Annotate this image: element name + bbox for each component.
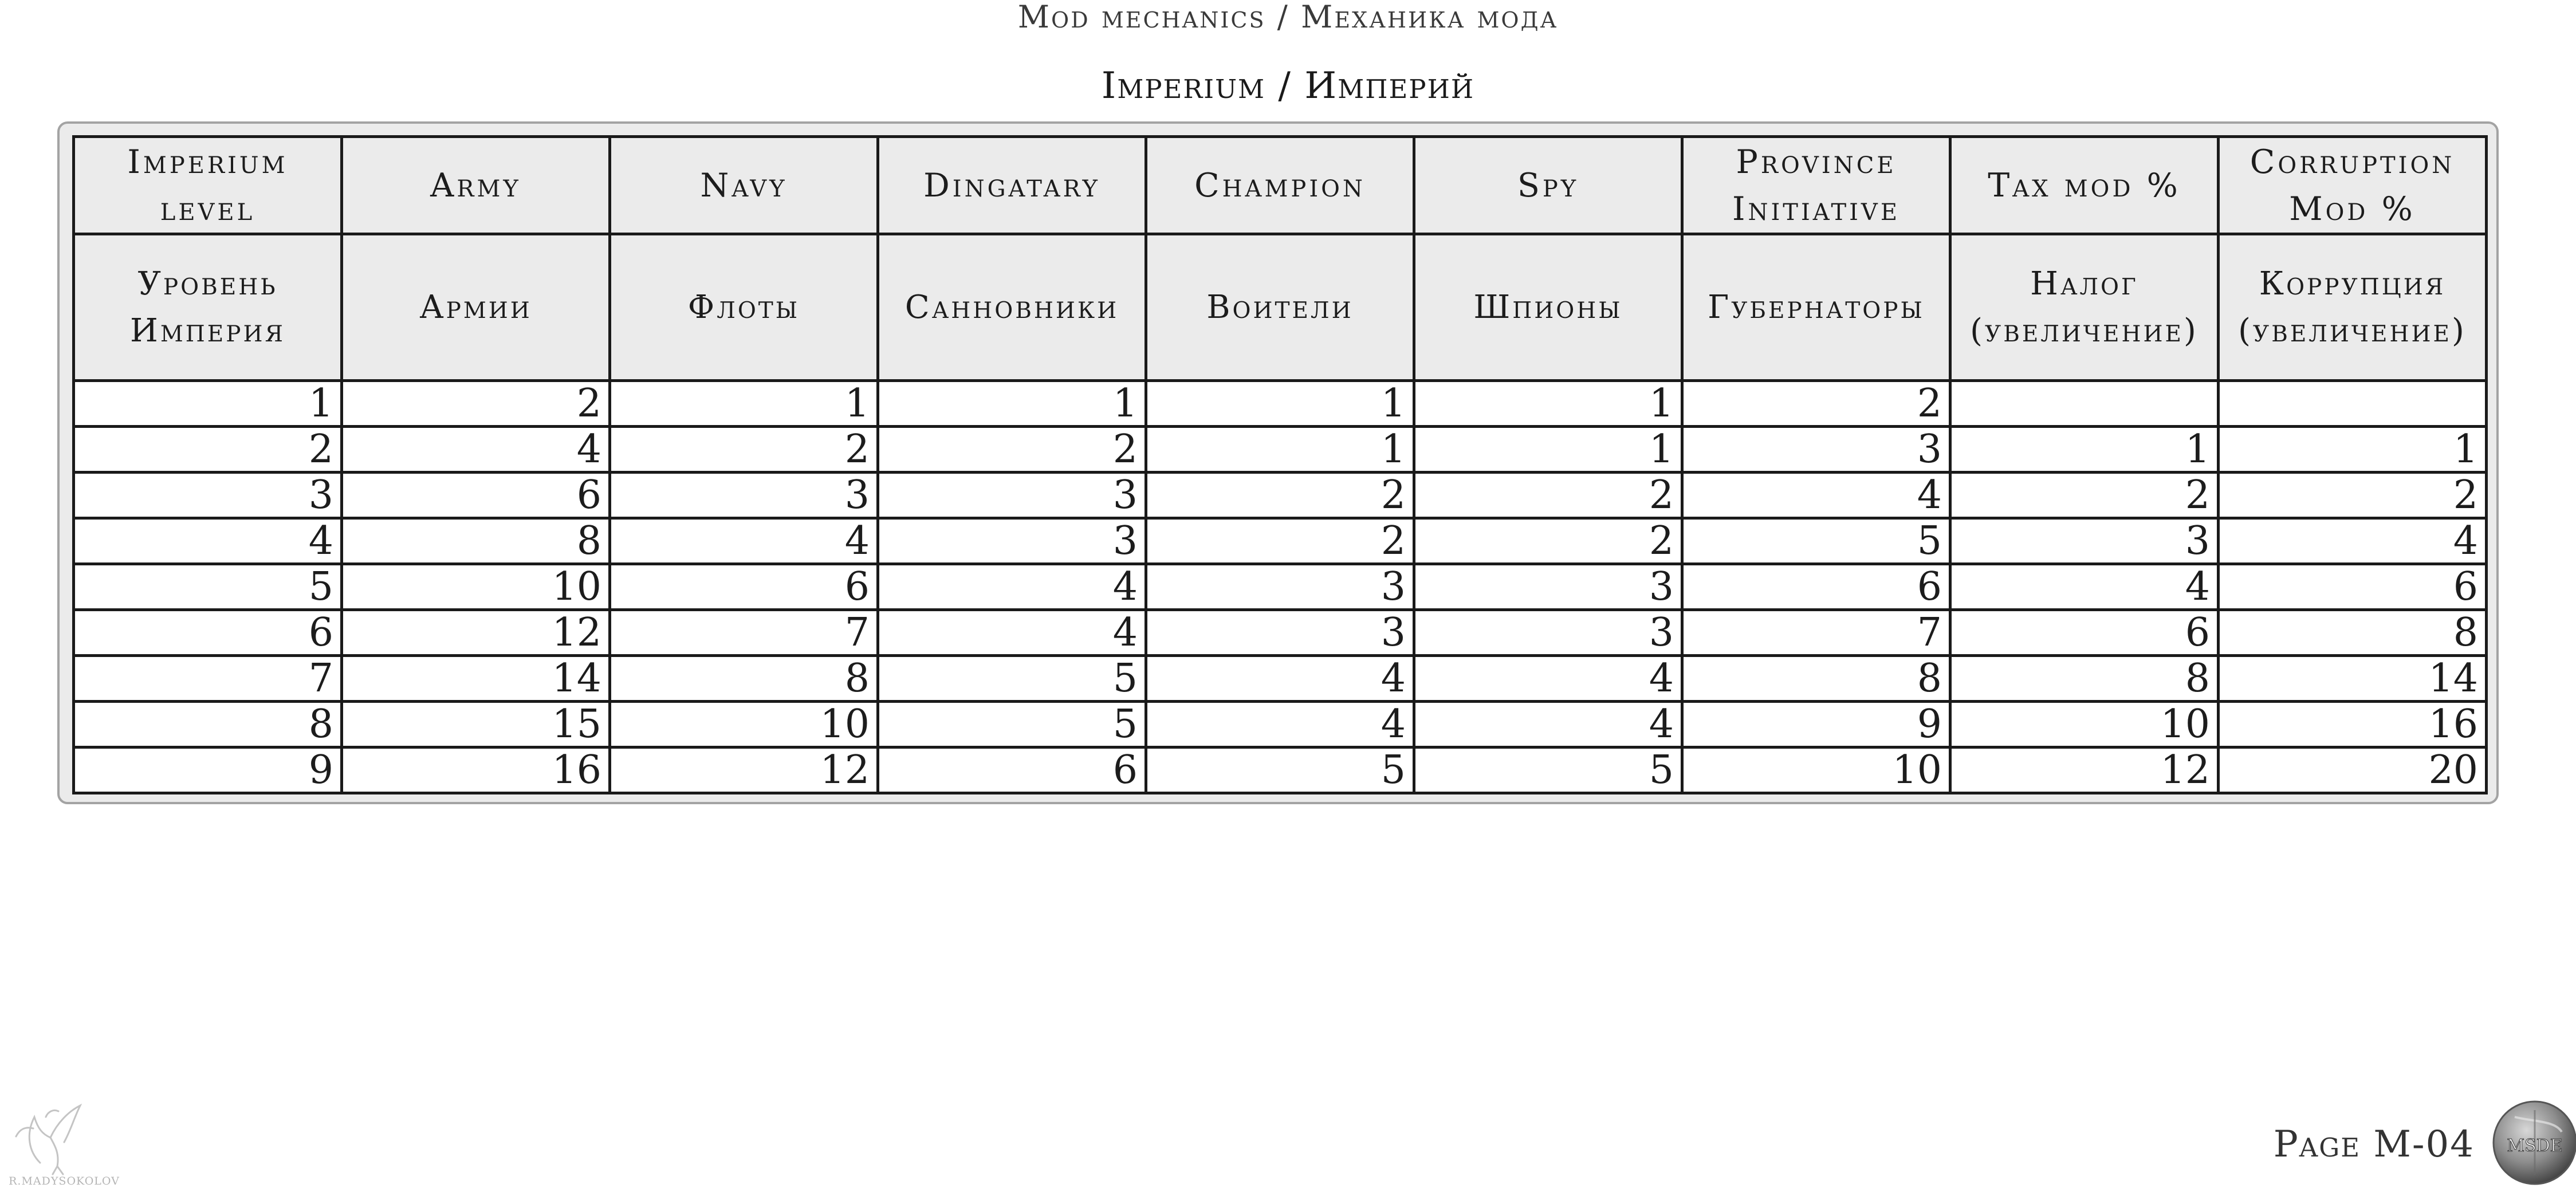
column-header-ru-7 [1950,234,2219,381]
table-cell: 4 [1146,702,1414,748]
table-cell: 1 [1950,427,2219,473]
table-cell: 8 [1682,656,1950,702]
table-row [74,748,2487,793]
column-header-en-5-line-0: Spy [1517,166,1579,204]
table-cell: 4 [2219,518,2487,564]
table-cell: 2 [1146,518,1414,564]
header-row-russian [74,234,2487,381]
table-cell: 4 [74,518,342,564]
column-header-ru-7-line-1: (увеличение) [1970,312,2199,349]
table-cell: 9 [74,748,342,793]
imperium-table [72,135,2488,794]
table-cell: 2 [878,427,1146,473]
table-cell: 6 [878,748,1146,793]
table-cell: 12 [342,610,610,656]
table-cell: 2 [1950,473,2219,518]
table-cell: 1 [878,381,1146,427]
column-header-ru-4-line-0: Воители [1206,288,1354,326]
table-cell: 2 [1682,381,1950,427]
column-header-ru-3-line-0: Санновники [904,288,1119,326]
table-cell: 5 [1682,518,1950,564]
table-cell: 14 [342,656,610,702]
column-header-ru-6 [1682,234,1950,381]
table-cell: 1 [1414,427,1682,473]
table-cell: 3 [878,473,1146,518]
table-cell: 4 [342,427,610,473]
table-cell: 10 [1682,748,1950,793]
table-cell: 5 [1414,748,1682,793]
table-row [74,518,2487,564]
author-logo-text: R.MADYSOKOLOV [9,1175,120,1187]
column-header-en-8 [2219,137,2487,234]
column-header-ru-5 [1414,234,1682,381]
table-cell: 5 [878,656,1146,702]
table-row [74,427,2487,473]
table-cell: 7 [1682,610,1950,656]
column-header-en-3-line-0: Dingatary [923,166,1100,204]
column-header-en-3 [878,137,1146,234]
table-cell: 3 [878,518,1146,564]
table-cell: 4 [878,564,1146,610]
table-row [74,564,2487,610]
column-header-en-5 [1414,137,1682,234]
msde-logo-text: MSDE [2507,1136,2563,1156]
table-cell: 8 [74,702,342,748]
table-cell: 1 [610,381,878,427]
table-cell: 1 [1146,381,1414,427]
eagle-icon [0,1094,132,1188]
table-cell: 6 [610,564,878,610]
table-cell: 1 [1146,427,1414,473]
table-cell: 6 [1682,564,1950,610]
table-row [74,473,2487,518]
table-cell: 10 [610,702,878,748]
table-row [74,381,2487,427]
table-cell: 6 [74,610,342,656]
table-cell: 4 [1950,564,2219,610]
table-cell: 5 [1146,748,1414,793]
table-cell: 2 [1414,518,1682,564]
table-cell: 1 [74,381,342,427]
table-cell: 4 [1682,473,1950,518]
table-cell: 12 [1950,748,2219,793]
table-cell: 7 [74,656,342,702]
column-header-ru-8-line-0: Коррупция [2259,265,2446,302]
table-cell: 3 [74,473,342,518]
table-cell: 6 [342,473,610,518]
table-cell: 5 [74,564,342,610]
table-cell: 8 [1950,656,2219,702]
table-cell: 3 [1682,427,1950,473]
column-header-en-2 [610,137,878,234]
column-header-ru-2-line-0: Флоты [687,288,800,326]
column-header-ru-1 [342,234,610,381]
table-cell: 3 [1146,564,1414,610]
table-cell: 4 [1414,702,1682,748]
column-header-ru-6-line-0: Губернаторы [1708,288,1925,326]
table-row [74,610,2487,656]
table-cell: 5 [878,702,1146,748]
column-header-ru-0-line-0: Уровень [137,265,278,302]
document-header: Mod mechanics / Механика мода [1017,0,1559,35]
table-cell [2219,381,2487,427]
table-cell: 10 [1950,702,2219,748]
table-cell: 9 [1682,702,1950,748]
table-title: Imperium / Империй [1101,65,1475,107]
column-header-en-0 [74,137,342,234]
column-header-en-8-line-1: Mod % [2289,190,2416,228]
table-cell: 16 [342,748,610,793]
table-cell: 2 [610,427,878,473]
msde-logo-icon [2492,1100,2576,1186]
table-cell: 12 [610,748,878,793]
header-row-english [74,137,2487,234]
table-cell: 4 [1414,656,1682,702]
page-number: Page M-04 [2273,1123,2475,1166]
table-cell: 20 [2219,748,2487,793]
column-header-ru-4 [1146,234,1414,381]
table-row [74,656,2487,702]
table-cell: 2 [1146,473,1414,518]
table-cell: 3 [610,473,878,518]
column-header-ru-3 [878,234,1146,381]
table-cell: 1 [2219,427,2487,473]
column-header-en-1-line-0: Army [430,166,521,204]
column-header-en-2-line-0: Navy [700,166,788,204]
table-cell [1950,381,2219,427]
table-cell: 2 [2219,473,2487,518]
column-header-ru-5-line-0: Шпионы [1473,288,1623,326]
column-header-en-4-line-0: Champion [1194,166,1366,204]
column-header-en-6-line-1: Initiative [1732,190,1901,228]
column-header-en-6-line-0: Province [1736,143,1897,181]
column-header-en-8-line-0: Corruption [2249,143,2455,181]
table-cell: 2 [342,381,610,427]
table-cell: 15 [342,702,610,748]
column-header-en-7 [1950,137,2219,234]
column-header-ru-2 [610,234,878,381]
table-cell: 3 [1414,610,1682,656]
column-header-en-4 [1146,137,1414,234]
column-header-en-0-line-1: level [160,190,255,228]
table-body [74,381,2487,793]
column-header-en-1 [342,137,610,234]
table-cell: 4 [878,610,1146,656]
column-header-ru-0 [74,234,342,381]
table-cell: 6 [1950,610,2219,656]
table-cell: 16 [2219,702,2487,748]
table-cell: 6 [2219,564,2487,610]
column-header-en-6 [1682,137,1950,234]
table-cell: 4 [610,518,878,564]
column-header-en-7-line-0: Tax mod % [1988,166,2181,204]
table-cell: 2 [1414,473,1682,518]
column-header-ru-1-line-0: Армии [419,288,532,326]
column-header-ru-8-line-1: (увеличение) [2238,312,2467,349]
column-header-ru-0-line-1: Империя [130,312,285,349]
table-cell: 14 [2219,656,2487,702]
table-cell: 1 [1414,381,1682,427]
table-cell: 8 [2219,610,2487,656]
table-cell: 3 [1950,518,2219,564]
column-header-ru-7-line-0: Налог [2030,265,2138,302]
table-row [74,702,2487,748]
table-cell: 4 [1146,656,1414,702]
table-cell: 8 [342,518,610,564]
table-cell: 3 [1414,564,1682,610]
table-cell: 3 [1146,610,1414,656]
table-cell: 10 [342,564,610,610]
column-header-ru-8 [2219,234,2487,381]
table-cell: 8 [610,656,878,702]
column-header-en-0-line-0: Imperium [127,143,288,181]
table-cell: 7 [610,610,878,656]
table-cell: 2 [74,427,342,473]
